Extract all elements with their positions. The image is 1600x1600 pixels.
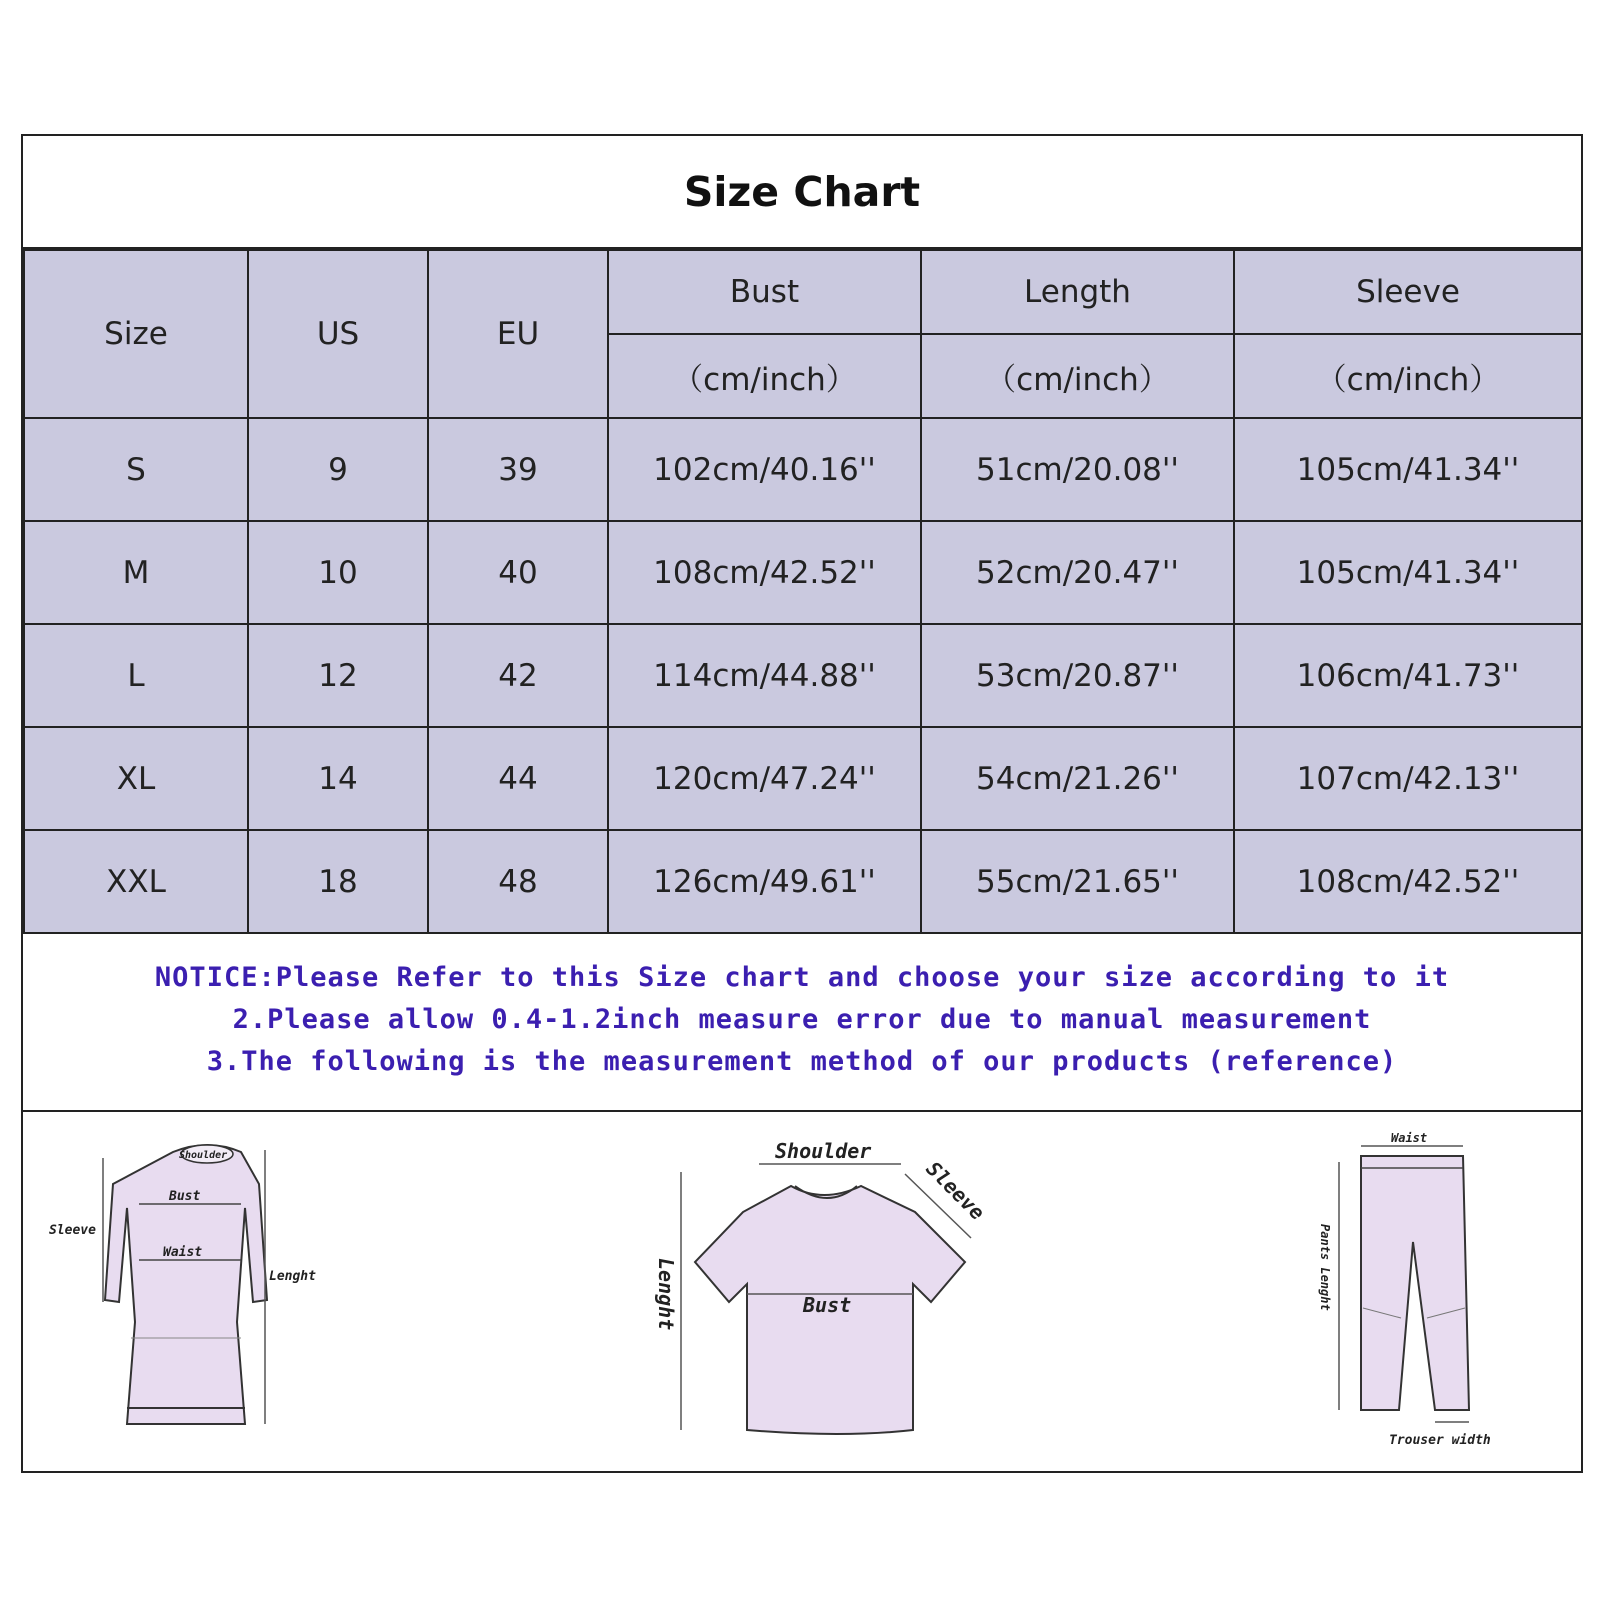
cell-bust: 102cm/40.16'' — [608, 418, 921, 521]
cell-sleeve: 105cm/41.34'' — [1234, 418, 1582, 521]
pants-figure — [1318, 1131, 1491, 1448]
cell-sleeve: 106cm/41.73'' — [1234, 624, 1582, 727]
cell-length: 53cm/20.87'' — [921, 624, 1234, 727]
cell-length: 54cm/21.26'' — [921, 727, 1234, 830]
tshirt-shoulder-label: Shoulder — [775, 1139, 872, 1163]
cell-bust: 126cm/49.61'' — [608, 830, 921, 933]
header-us: US — [248, 250, 428, 418]
notice-line-2: 2.Please allow 0.4-1.2inch measure error due to manual measurement — [232, 1004, 1372, 1035]
cell-bust: 108cm/42.52'' — [608, 521, 921, 624]
cell-length: 52cm/20.47'' — [921, 521, 1234, 624]
tshirt-sleeve-label: Sleeve — [921, 1156, 990, 1225]
size-table — [23, 249, 1583, 934]
header-length-unit: （cm/inch） — [921, 334, 1234, 418]
cell-sleeve: 108cm/42.52'' — [1234, 830, 1582, 933]
header-bust: Bust — [608, 250, 921, 334]
cell-size: XXL — [24, 830, 248, 933]
header-size: Size — [24, 250, 248, 418]
cell-sleeve: 107cm/42.13'' — [1234, 727, 1582, 830]
cell-eu: 48 — [428, 830, 608, 933]
cell-us: 14 — [248, 727, 428, 830]
table-row — [24, 624, 1582, 727]
table-row — [24, 727, 1582, 830]
dress-waist-label: Waist — [163, 1245, 203, 1260]
dress-length-label: Lenght — [269, 1269, 316, 1284]
header-sleeve-unit: （cm/inch） — [1234, 334, 1582, 418]
cell-us: 10 — [248, 521, 428, 624]
cell-size: XL — [24, 727, 248, 830]
cell-us: 9 — [248, 418, 428, 521]
cell-eu: 42 — [428, 624, 608, 727]
dress-figure — [49, 1145, 316, 1424]
tshirt-bust-label: Bust — [803, 1293, 852, 1317]
table-row — [24, 418, 1582, 521]
cell-sleeve: 105cm/41.34'' — [1234, 521, 1582, 624]
notice-line-1: NOTICE:Please Refer to this Size chart and choose your size according to it — [154, 962, 1450, 993]
size-chart-frame — [21, 134, 1583, 1473]
tshirt-length-label: Lenght — [654, 1258, 678, 1331]
cell-bust: 120cm/47.24'' — [608, 727, 921, 830]
dress-shoulder-label: Shoulder — [179, 1150, 228, 1161]
cell-size: S — [24, 418, 248, 521]
cell-us: 18 — [248, 830, 428, 933]
pants-length-label: Pants Lenght — [1318, 1224, 1332, 1311]
table-row — [24, 830, 1582, 933]
cell-eu: 39 — [428, 418, 608, 521]
cell-size: M — [24, 521, 248, 624]
notice-block — [23, 930, 1581, 1112]
cell-length: 51cm/20.08'' — [921, 418, 1234, 521]
pants-waist-label: Waist — [1391, 1131, 1428, 1145]
dress-sleeve-label: Sleeve — [49, 1223, 96, 1238]
header-sleeve: Sleeve — [1234, 250, 1582, 334]
tshirt-figure — [654, 1139, 990, 1434]
cell-eu: 40 — [428, 521, 608, 624]
page-title: Size Chart — [23, 136, 1581, 249]
pants-width-label: Trouser width — [1389, 1433, 1491, 1448]
cell-bust: 114cm/44.88'' — [608, 624, 921, 727]
cell-eu: 44 — [428, 727, 608, 830]
header-eu: EU — [428, 250, 608, 418]
cell-us: 12 — [248, 624, 428, 727]
header-length: Length — [921, 250, 1234, 334]
dress-bust-label: Bust — [169, 1189, 201, 1204]
header-bust-unit: （cm/inch） — [608, 334, 921, 418]
cell-size: L — [24, 624, 248, 727]
cell-length: 55cm/21.65'' — [921, 830, 1234, 933]
measurement-figures — [23, 1112, 1581, 1471]
table-row — [24, 521, 1582, 624]
notice-line-3: 3.The following is the measurement method of our products (reference) — [206, 1046, 1398, 1077]
